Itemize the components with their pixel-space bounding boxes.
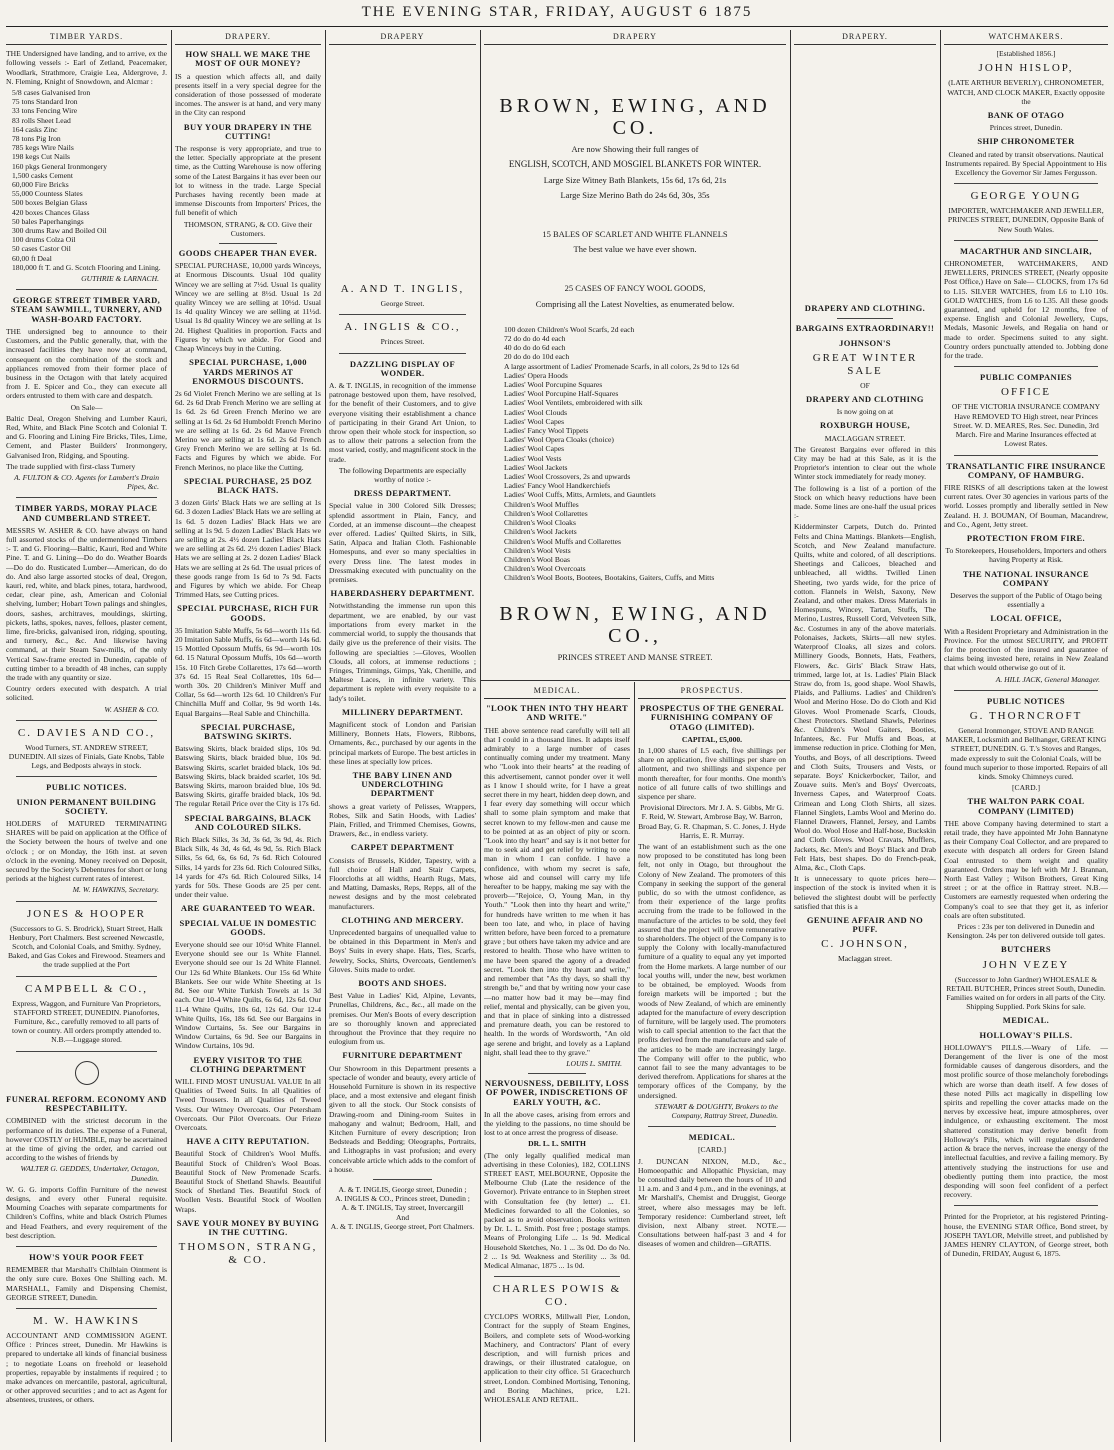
- ad-heading: HAVE A CITY REPUTATION.: [186, 1136, 310, 1147]
- ad-body: With a Resident Proprietary and Administration in the Province. For the utmost SECURITY, and PROFIT for the protection of the insured and guarantee of claims being invested here, retains in New Zealand that which would otherwise go out of it.: [944, 626, 1108, 673]
- column-heading: MEDICAL.: [484, 684, 630, 699]
- ad-display-title: JOHN HISLOP,: [978, 62, 1074, 75]
- ad-body: A. & T. INGLIS, in recognition of the immense patronage bestowed upon them, have resolved, for the benefit of their Customers, and to give everyone visiting their establishment a chance of participating in their Grand Art Union, to throw open their whole stock for inspection, so as to allow their patrons a selection from the most varied, costly, and magnificent stock in the trade.: [329, 381, 476, 464]
- ad-display-title: G. THORNCROFT: [969, 709, 1083, 722]
- ad-body: CYCLOPS WORKS, Millwall Pier, London, Contract for the supply of Steam Engines, Boilers, and complete sets of Wood-working Machinery, and Contractors' Plant of every description, and will furnish prices and drawings, or their illustrated catalogue, on application to their city office. 51 Gracechurch street, London. Combined Mortising, Tenoning, and Boring Machines, price, L21. WHOLESALE AND RETAIL.: [484, 1312, 630, 1405]
- ad-card: [CARD.]: [697, 1145, 727, 1155]
- column-heading: PROSPECTUS.: [638, 684, 786, 699]
- ad-address: A. & T. INGLIS, George street, Dunedin ;: [338, 1185, 467, 1195]
- ad-display-title: A. INGLIS & CO.,: [344, 321, 461, 334]
- ad-display-title: JOHN VEZEY: [982, 958, 1070, 971]
- ad-heading: EVERY VISITOR TO THE CLOTHING DEPARTMENT: [190, 1054, 306, 1074]
- ad-body: To Storekeepers, Householders, Importers and others having Property at Risk.: [945, 546, 1107, 565]
- ad-line: 15 BALES OF SCARLET AND WHITE FLANNELS: [542, 229, 728, 240]
- list-item: Ladies' Wool Capes: [504, 416, 565, 426]
- list-item: 60,000 Fire Bricks: [12, 180, 69, 190]
- list-item: Ladies' Fancy Wool Handkerchiefs: [504, 481, 611, 491]
- printer-imprint: Printed for the Proprietor, at his registered Printing-house, the EVENING STAR Office, Bond street, by JOSEPH TAYLOR, Melville street, and published by JAMES HENRY CLAYTON, of George street, both of Dunedin, FRIDAY, August 6, 1875.: [944, 1212, 1108, 1259]
- column-heading: DRAPERY: [329, 30, 476, 45]
- ad-body: IS a question which affects all, and daily presents itself in a very special degree for the consideration of those possessed of moderate incomes. The answer is at hand, and very many in the City can respond: [175, 71, 321, 118]
- ad-heading: CARPET DEPARTMENT: [350, 842, 455, 853]
- ad-body: W. G. G. imports Coffin Furniture of the newest designs, and every other Funeral requisite. Mourning Coaches with separate compartments for Children's Coffins, white and black Ostrich Plumes and Head Feathers, and every requirement of the best description.: [6, 1184, 167, 1240]
- ad-body: Prices : 23s per ton delivered in Dunedin and Kensington. 24s per ton delivered outside toll gates.: [947, 922, 1105, 941]
- column-heading: WATCHMAKERS.: [944, 30, 1108, 45]
- ad-heading: SAVE YOUR MONEY BY BUYING IN THE CUTTING.: [176, 1217, 320, 1237]
- ad-body: THE Undersigned have landing, and to arrive, ex the following vessels :- Earl of Zetland, Peacemaker, Woodlark, Strathmore, Craigie Lea, Aldergrove, J. N. Fleming, Knight of Snowdown, and Alcmar :: [6, 49, 167, 86]
- column-brown-ewing: [484, 30, 786, 678]
- ad-subhead: ROXBURGH HOUSE,: [819, 420, 911, 431]
- ad-heading: THE NATIONAL INSURANCE COMPANY: [962, 568, 1090, 588]
- column-rule: [940, 30, 941, 1442]
- list-item: 78 tons Pig Iron: [12, 134, 61, 144]
- ad-body: Express, Waggon, and Furniture Van Proprietors, STAFFORD STREET, DUNEDIN. Pianofortes, Furniture, &c., carefully removed to all parts of town or country. All orders promptly attended to. N.B.—Luggage stored.: [11, 998, 162, 1045]
- ad-signature: A. HILL JACK, General Manager.: [995, 674, 1100, 684]
- ad-body: Unprecedented bargains of unequalled value to be obtained in this Department in Men's and Boys' Suits in every shape. Hats, Ties, Scarfs, Jewelry, Socks, Shirts, Overcoats, Gentlemen's Gloves. Suits made to order.: [329, 927, 476, 974]
- ad-display-title: JONES & HOOPER: [26, 907, 147, 920]
- ad-heading: FURNITURE DEPARTMENT: [342, 1050, 463, 1061]
- ad-address: Princes Street.: [380, 337, 425, 347]
- list-item: Ladies' Wool Porcupine Half-Squares: [504, 389, 619, 399]
- list-item: Ladies' Wool Vests: [504, 453, 562, 463]
- column-drapery-inglis: [329, 30, 476, 1442]
- ad-heading: SPECIAL BARGAINS, BLACK AND COLOURED SILKS.: [184, 812, 312, 832]
- ad-address: MACLAGGAN STREET.: [824, 433, 906, 443]
- ad-heading: DRESS DEPARTMENT.: [353, 488, 452, 499]
- ad-body: Rich Black Silks, 3s 3d, 3s 6d, 3s 9d, 4s. Rich Black Silk, 4s 3d, 4s 6d, 4s 9d, 5s. Rich Black Silks, 5s 6d, 6s, 6s 6d, 7s 6d. Rich Coloured Silks, 14 yards for 23s 6d. Rich Coloured Silks, 14 yards for 47s 6d. Rich Coloured Silks, 14 yards for 50s. These Goods are 25 per cent. under their value.: [175, 835, 321, 900]
- ad-body: IMPORTER, WATCHMAKER AND JEWELLER, PRINCES STREET, DUNEDIN, Opposite Bank of New South Wales.: [947, 206, 1105, 234]
- list-item: 40 do do do 6d each: [504, 343, 566, 353]
- ad-body: ACCOUNTANT AND COMMISSION AGENT. Office : Princes street, Dunedin. Mr Hawkins is prepared to undertake all kinds of financial business ; to negotiate Loans on freehold or leasehold properties, repayable by instalments if required ; to make advances on mercantile, pastoral, agricultural, or other approved securities ; and to act as Agent for absentees, trustees, or others.: [6, 1330, 167, 1405]
- ad-address: Princes street, Dunedin.: [989, 123, 1063, 133]
- ad-heading: HABERDASHERY DEPARTMENT.: [330, 588, 475, 599]
- ad-heading: SPECIAL PURCHASE, BATSWING SKIRTS.: [200, 721, 296, 742]
- ad-heading: BARGAINS EXTRAORDINARY!!: [795, 323, 935, 334]
- ad-body: The following is a list of a portion of the Stock on which heavy reductions have been made. Some lines are one-half the usual prices :-: [794, 483, 936, 521]
- ad-subhead: BANK OF OTAGO: [987, 110, 1065, 121]
- section-heading: PUBLIC COMPANIES: [980, 372, 1072, 383]
- ad-display-title: CHARLES POWIS & CO.: [492, 1283, 622, 1309]
- ad-body: Magnificent stock of London and Parisian Millinery, Bonnets Hats, Flowers, Ribbons, Ornaments, &c., purchased by our agents in the principal markets of Europe. The best articles in these lines at specially low prices.: [329, 719, 476, 766]
- list-item: 198 kegs Cut Nails: [12, 152, 71, 162]
- ad-body: In all the above cases, arising from errors and the yielding to the passions, no time should be lost to at once arrest the progress of disease.: [484, 1109, 630, 1138]
- ad-body: Baltic Deal, Oregon Shelving and Lumber Kauri, Red, White, and Black Pine Scotch and Colonial T. and G. Flooring and Lining Fire Bricks, Tiles, Lime, Cement, and Plaster Builders' Ironmongery, Galvanised Iron, Ridging, and Spouting.: [6, 413, 167, 460]
- ad-heading: THE WALTON PARK COAL COMPANY (LIMITED): [967, 796, 1085, 816]
- ad-capital: CAPITAL, £5,000.: [681, 734, 743, 744]
- list-item: 50 bales Paperhangings: [12, 216, 84, 226]
- wool-goods-list: [484, 325, 786, 583]
- ad-address: Maclaggan street.: [838, 954, 892, 964]
- list-item: 100 dozen Children's Wool Scarfs, 2d each: [504, 324, 635, 334]
- ad-heading: SPECIAL PURCHASE, RICH FUR GOODS.: [177, 603, 319, 623]
- list-item: Children's Wool Vests: [504, 545, 571, 555]
- ad-signature: LOUIS L. SMITH.: [566, 1058, 622, 1068]
- ad-display-title: C. DAVIES AND CO.,: [17, 726, 156, 739]
- ad-card: [CARD.]: [1011, 783, 1041, 793]
- ad-display-title: THOMSON, STRANG, & CO.: [178, 1241, 318, 1267]
- ad-body: HOLDERS of MATURED TERMINATING SHARES will be paid on application at the Office of the Society between the hours of twelve and one o'clock ; or on Monday, the 16th inst. at seven o'clock in the evening. Money received on Deposit, secured by the Society's Debentures for short or long periods at the highest current rates of interest.: [6, 819, 167, 884]
- ad-subhead: On Sale—: [70, 402, 103, 412]
- column-heading: DRAPERY.: [175, 30, 321, 45]
- ad-body: Notwithstanding the immense run upon this department, we are enabled, by our vast importations from every market in the commercial world, to supply the thousands that daily give us the preference of their visits. The following are specialties :—Gloves, Woollen Clouds, all colors, at immense reductions ; Fringes, Trimmings, Gimps, Yak, Chenille, and Maltese Laces, in infinite variety. This department is replete with every requisite to a lady's toilet.: [329, 601, 476, 703]
- ad-line: The best value we have ever shown.: [573, 244, 697, 255]
- list-item: Ladies' Wool Jackets: [504, 462, 568, 472]
- ad-line: Are now Showing their full ranges of: [571, 144, 699, 155]
- ad-heading: CLOTHING AND MERCERY.: [341, 914, 464, 925]
- ad-display-title: C. JOHNSON,: [821, 938, 909, 951]
- list-item: 785 kegs Wire Nails: [12, 143, 74, 153]
- list-item: Ladies' Wool Porcupine Squares: [504, 380, 603, 390]
- list-item: 75 tons Standard Iron: [12, 97, 78, 107]
- section-heading: BUTCHERS: [1001, 944, 1051, 955]
- section-heading: MEDICAL.: [688, 1132, 736, 1143]
- masthead: THE EVENING STAR, FRIDAY, AUGUST 6 1875: [361, 4, 753, 20]
- column-drapery-cutting: [175, 30, 321, 1442]
- ad-body: THE above Company having determined to start a retail trade, they have appointed Mr John Bannatyne as their Company Coal Collector, and are prepared to execute with despatch all orders for Green Island Coal entrusted to them weight and quality guaranteed. Orders may be left with Mr J. Brannan, North East Valley ; Wilson Brothers, Great King street ; or at the office in Rattray street. N.B.—Customers are earnestly requested when ordering the Company's coal to see that they get it, as inferior coals are often substituted.: [944, 818, 1108, 920]
- ad-subhead: GENUINE AFFAIR AND NO PUFF.: [806, 914, 924, 935]
- ad-signature: STEWART & DOUGHTY, Brokers to the Company, Rattray Street, Dunedin.: [654, 1101, 778, 1120]
- ad-heading: DAZZLING DISPLAY OF WONDER.: [349, 358, 456, 378]
- list-item: Children's Wool Muffles: [504, 499, 579, 509]
- ad-body: (Successors to G. S. Brodrick), Stuart Street, Halk Henbury, Port Chalmers. Best screened Newcastle, Scotch, and Colonial Coals, and Smithy. Sydney, Baked, and Gas Cokes and Firewood. Steamers and the trade supplied at the Port: [7, 923, 166, 970]
- ad-heading: MILLINERY DEPARTMENT.: [342, 706, 463, 717]
- ad-subhead: SHIP CHRONOMETER: [977, 136, 1075, 147]
- list-item: Children's Wool Boots, Bootees, Bootakins, Gaiters, Cuffs, and Mitts: [504, 573, 715, 583]
- list-item: Ladies' Wool Clouds: [504, 407, 568, 417]
- ad-heading: SPECIAL PURCHASE, 25 DOZ BLACK HATS.: [183, 475, 313, 495]
- ad-heading: FUNERAL REFORM. ECONOMY AND RESPECTABILITY.: [6, 1093, 167, 1114]
- ad-body: Cleaned and rated by transit observations. Nautical Instruments repaired. By Special Appointment to His Excellency the Governor Sir James Fergusson.: [945, 149, 1107, 178]
- ad-body: REMEMBER that Marshall's Chilblain Ointment is the only sure cure. Boxes One Shilling each. M. MARSHALL, Family and Dispensing Chemist, GEORGE STREET, Dunedin.: [6, 1265, 167, 1302]
- ad-subhead: SPECIAL VALUE IN DOMESTIC GOODS.: [179, 917, 317, 937]
- list-item: 180,000 ft T. and G. Scotch Flooring and Lining.: [12, 262, 161, 272]
- ad-body: MESSRS W. ASHER & CO. have always on hand full assorted stocks of the undermentioned Timbers :- T. and G. Flooring—Baltic, Kauri, Red and White Pine. T. and G. Lining—Do do do. Weather Boards—Do do do. Rusticated Lumber—American, do do do. And also large assorted stocks of deal, Oregon, kauri, red, white, and black pines, totara, hardwood, cedar, clear pine, ash, American and Colonial shelving, lumber; Hobart Town palings and shingles, doors, sashes, architraves, mouldings, skirting, pickets, laths, spokes, naves, felloes, plaster cement, lime, fire-bricks, galvanised iron, ridging, spouting, and turnery, &c., &c. And likewise having command, at their Steam Saw-mills, of the only Vertical Saw-frame erected in Dunedin, capable of cutting timber to a breadth of 48 inches, can supply the trade with any quantity or size.: [6, 525, 167, 682]
- ad-subhead: LOCAL OFFICE,: [990, 613, 1062, 624]
- ad-body: The trade supplied with first-class Turnery: [6, 461, 136, 471]
- ad-body: Beautiful Stock of Children's Wool Muffs. Beautiful Stock of Children's Wool Boas. Beautiful Stock of New Promenade Scarfs. Beautiful Stock of Shetland Shawls. Beautiful Stock of Shetland Ties. Beautiful Stock of Woollen Vests. Beautiful Stock of Woollen Wraps.: [175, 1149, 321, 1214]
- ad-address: A. & T. INGLIS, George street, Port Chalmers.: [330, 1221, 475, 1231]
- list-item: Children's Wool Muffs and Collarettes: [504, 536, 621, 546]
- ad-body: CHRONOMETER, WATCHMAKERS, AND JEWELLERS, PRINCES STREET, (Nearly opposite Post Office,) Have on Sale— CLOCKS, from 17s 6d to L15. SILVER WATCHES, from L6 to L10 10s. GOLD WATCHES, from L6 to L35. All these goods guaranteed, and upheld for 12 months, free of expense. English and Colonial Jewellery, Cups, Medals, Masonic Jewels, and Regalia on hand or made to order. Specimens suited to any sight. Country orders punctually attended to. Jobbing done for the trade.: [944, 259, 1108, 361]
- column-timber-yards: [6, 30, 167, 1442]
- list-item: Ladies' Fancy Wool Tippets: [504, 426, 589, 436]
- ad-body: OF THE VICTORIA INSURANCE COMPANY Have REMOVED TO High street, near Princes Street. W. D. MEARES, Res. Sec. Dunedin, 3rd March. Fire and Marine Insurances effected at Lowest Rates.: [951, 402, 1101, 449]
- list-item: 160 pkgs General Ironmongery: [12, 161, 108, 171]
- ad-display-title: BROWN, EWING, AND CO.: [499, 95, 771, 140]
- ad-heading: PROTECTION FROM FIRE.: [966, 532, 1086, 543]
- ad-body: COMBINED with the strictest decorum in the performance of its duties. The expense of a Funeral, however COSTLY or HUMBLE, may be ascertained at the time of giving the order, and carried out according to the wishes of friends by: [6, 1116, 167, 1163]
- masthead-rule: [6, 26, 1108, 27]
- ad-body: (The only legally qualified medical man advertising in these Colonies), 182, COLLINS STREET EAST, MELBOURNE, Opposite the Melbourne Club (Late the residence of the Governor). Private entrance to in Stephen street with Consultation fee (by letter) ... £1. Medicines forwarded to all the Colonies, so packed as to avoid observation. Books written by Dr. L. L. Smith. Post free ; postage stamps. Means of Prolonging Life ... 1s 9d. Medical Household Sketches, No. 1 ... 3s 0d. Do do No. 2 ... 1s 9d. Weakness and Sterility ... 3s 0d. Medical Almanac, 1875 ... 1s 0d.: [484, 1150, 630, 1270]
- ad-heading: HOW'S YOUR POOR FEET: [29, 1251, 144, 1262]
- ad-address: And: [395, 1212, 410, 1222]
- list-item: 420 boxes Chances Glass: [12, 207, 90, 217]
- ad-line: Comprising all the Latest Novelties, as enumerated below.: [535, 298, 735, 309]
- column-medical: [484, 684, 630, 1442]
- list-item: Children's Wool Boas: [504, 554, 571, 564]
- column-prospectus: [638, 684, 786, 1442]
- ad-name: DR. L. L. SMITH: [528, 1139, 586, 1149]
- list-item: 1,500 casks Cement: [12, 170, 73, 180]
- section-heading: MEDICAL.: [1002, 1015, 1050, 1026]
- ad-heading: PROSPECTUS OF THE GENERAL FURNISHING COMPANY OF OTAGO (LIMITED).: [640, 703, 784, 732]
- ad-body: J. DUNCAN NIXON, M.D., &c., Homoeopathic and Allopathic Physician, may be consulted daily between the hours of 10 and 11 a.m. and 3 and 4 p.m., and in the evenings, at Mr Marshall's, Chemist and Druggist, George street, where also messages may be left. Temporary residence: Cumberland street, left division, next Albany street. NOTE.—Consultations between half-past 3 and 4 for diseases of women and children—GRATIS.: [638, 1156, 786, 1249]
- ad-display-title: OFFICE: [1001, 386, 1051, 399]
- ad-line: Large Size Merino Bath do 24s 6d, 30s, 35s: [560, 189, 710, 200]
- ad-display-title: CAMPBELL & CO.,: [24, 982, 149, 995]
- ad-heading: "LOOK THEN INTO THY HEART AND WRITE.": [485, 703, 629, 723]
- ad-heading: NERVOUSNESS, DEBILITY, LOSS OF POWER, INDISCRETIONS OF EARLY YOUTH, &C.: [484, 1078, 630, 1107]
- ad-line: Is now going on at: [836, 407, 894, 417]
- ad-body: Our Showroom in this Department presents a spectacle of wonder and beauty, every article of Household Furniture is shown in its respective place, and a most extensive and elegant finish given to all the stock. Our Stock consists of Drawing-room and Dining-room Suites in mahogany and walnut; Bedroom, Hall, and Kitchen Furniture of every description; Iron Bedsteads and Bedding; Oleographs, Portraits, and Lithographs in vast profusion; and every conceivable article which adds to the comfort of a house.: [329, 1063, 476, 1174]
- ad-signature: W. ASHER & CO.: [104, 704, 159, 714]
- ad-body: Special value in 300 Colored Silk Dresses; splendid assortment in Plain, Fancy, and Corded, at an immense discount—the cheapest ever offered. Ladies' Quilted Skirts, in Silk, Satin, Alpaca and Italian Cloth. Fashionable Homespuns, and ever so many specialties in every Dress line. The latest modes in Dressmaking executed with punctuality on the premises.: [329, 501, 476, 585]
- ad-signature: A. FULTON & CO. Agents for Lambert's Drain Pipes, &c.: [14, 472, 159, 492]
- ad-address: PRINCES STREET AND MANSE STREET.: [557, 651, 713, 662]
- column-rule: [325, 30, 326, 1442]
- list-item: Children's Wool Collarettes: [504, 508, 588, 518]
- list-item: Children's Wool Cloaks: [504, 518, 576, 528]
- cargo-list: [6, 88, 167, 272]
- ad-body: HOLLOWAY'S PILLS.—Weary of Life. — Derangement of the liver is one of the most formidable causes of dangerous disorders, and the most prolific source of those melancholy forebodings which are worse than death itself. A few doses of these noted Pills act magically in dispelling low spirits and repelling the cover attacks made on the nerves by excessive heat, impure atmospheres, over indulgence, or exhausting excitement. The most shattered constitution may derive benefit from Holloway's Pills, which will regulate disordered action & brace the nerves, increase the energy of the intellectual faculties, and revive a failing memory. By attentively studying the instructions for use and obediently putting them into practice, the most desponding will soon feel confident of a perfect recovery.: [944, 1042, 1108, 1200]
- ad-body: Deserves the support of the Public of Otago being essentially a: [950, 590, 1102, 610]
- list-item: Children's Wool Jackets: [504, 527, 577, 537]
- ad-heading: THE BABY LINEN AND UNDERCLOTHING DEPARTMENT: [352, 769, 453, 799]
- ad-heading: DRAPERY AND CLOTHING.: [804, 303, 926, 314]
- ad-display-title: M. W. HAWKINS: [32, 1314, 140, 1327]
- column-rule: [790, 30, 791, 1442]
- column-heading: DRAPERY: [484, 30, 786, 45]
- section-heading: PUBLIC NOTICES: [986, 695, 1066, 706]
- list-item: Ladies' Wool Crossovers, 2s and upwards: [504, 472, 631, 482]
- ad-body: (LATE ARTHUR BEVERLY), CHRONOMETER, WATCH, AND CLOCK MAKER, Exactly opposite the: [947, 78, 1105, 106]
- ad-heading: GOODS CHEAPER THAN EVER.: [178, 248, 318, 259]
- column-rule: [480, 30, 481, 1442]
- list-item: 72 do do do 4d each: [504, 334, 566, 344]
- list-item: Ladies' Wool Cuffs, Mitts, Armlets, and Gauntlets: [504, 490, 656, 500]
- ad-heading: GEORGE STREET TIMBER YARD, STEAM SAWMILL, TURNERY, AND WASH-BOARD FACTORY.: [10, 295, 163, 324]
- ad-body: WILL FIND MOST UNUSUAL VALUE In all Qualities of Tweed Suits. In all Qualities of Tweed Trousers. In all Qualities of Tweed Vests. Our Witney Overcoats. Our Petersham Overcoats. Our Pilot Overcoats. Our Frieze Overcoats.: [175, 1076, 321, 1132]
- list-item: 60,00 ft Deal: [12, 253, 52, 263]
- ad-body: Best Value in Ladies' Kid, Alpine, Levants, Prunellas, Childrens, &c., &c., all made on the premises. Our Men's Boots of every description are so thoroughly known and appreciated throughout the Province that they require no eulogium from us.: [329, 991, 476, 1047]
- ad-body: The response is very appropriate, and true to the letter. Specially appropriate at the present time, as the Cutting Warehouse is now offering some of the Latest Bargains it has ever been our lot to witness in the trade. Large Special Purchases having recently been made at immense Discounts from Importers' Prices, the full benefit of which: [175, 144, 321, 218]
- ad-heading: TIMBER YARDS, MORAY PLACE AND CUMBERLAND STREET.: [15, 503, 158, 523]
- list-item: 5/8 cases Galvanised Iron: [12, 88, 91, 98]
- ad-body: THE undersigned beg to announce to their Customers, and the Public generally, that, with the increased facilities they have now at command, consequent on the combination of the stock and appliances removed from their former place of business in the Octagon with that lately acquired from J. E. Spicer and Co., they can execute all orders entrusted to them with care and despatch.: [6, 326, 167, 401]
- ad-signature: THOMSON, STRANG, & CO. Give their Customers.: [183, 219, 313, 238]
- ad-body: THE above sentence read carefully will tell all that I could in a thousand lines. It adapts itself admirably to a large number of cases continually coming under my treatment. Many who "Look into their hearts" at the reading of this advertisement, cannot ponder over it well as I know I should write, for I have a great secret there in my heart, hidden deep down, and I fear every day something will occur which shall to some plain symptom and make that secret known to my fellow-men and cause me to be pointed at as an object of pity or scorn. "Look into thy heart" and say is it not better for me to seek aid and get relief by writing to one man in whom I can confide. I have a confidence, with whom my secret is safe, whose aid and counsel will carry my life hereafter to be happy, making me say with the proverb—"Rejoice, O, Young Man, in thy Youth." "Look then into thy heart and write," for hundreds have written to me when it has been too late, and who, in place of having written before, have been forced to a premature grave ; but others have taken my advice and are restored to health. Those who have written to me have been spared the agony of a dreaded secret. "Look then into thy heart and write," and remember that "As thy days, so shall thy strength be," and that by writing now your case—no matter how bad it may be—may find relief, mental and physically, can be given you, and that in place of sinking into a distressed and premature death, you can be restored to health. In the words of Wordsworth, "An old age serene and bright, and lovely as a Lapland night, shall lead thee to thy grave.": [484, 725, 630, 1057]
- ad-heading: BOOTS AND SHOES.: [358, 978, 447, 988]
- ad-body: Country orders executed with despatch. A trial solicited.: [6, 684, 167, 703]
- ad-body: The Greatest Bargains ever offered in this City may be had at this Sale, as it is the Proprietor's intention to clear out the whole Winter stock immediately for ready money.: [794, 444, 936, 482]
- list-item: Children's Wool Overcoats: [504, 564, 586, 574]
- ad-body: Everyone should see our 10½d White Flannel. Everyone should see our 1s White Flannel. Everyone should see our 1s 2d White Flannel. Our 12s 6d White Blankets. Our 15s 6d White Blankets. See our wide White Sheeting at 1s 8d. See our White Turkish Towels at 1s 3d each. Our 10-4 White Quilts, 6s 6d, 12s 6d. Our 11-4 White Quilts, 10s 6d, 12s 6d. Our 12-4 White Quilts, 16s, 18s 6d. See our Bargains in Window Curtains, 5s. See our Bargains in Window Curtains, 6s 9d. See our Bargains in Window Curtains, 10s 9d.: [175, 940, 321, 1051]
- list-item: 83 rolls Sheet Lead: [12, 115, 71, 125]
- ad-heading: SPECIAL PURCHASE, 1,000 YARDS MERINOS AT ENORMOUS DISCOUNTS.: [189, 357, 307, 386]
- list-item: 300 drums Raw and Boiled Oil: [12, 226, 107, 236]
- ad-body: shows a great variety of Pelisses, Wrappers, Robes, Silk and Satin Hoods, with Ladies' Plain, Frilled, and Trimmed Chemises, Gowns, Drawers, &c., in endless variety.: [329, 801, 476, 839]
- ad-signature: M. W. HAWKINS, Secretary.: [72, 885, 159, 895]
- ad-heading: HOW SHALL WE MAKE THE MOST OF OUR MONEY?: [185, 49, 311, 69]
- column-johnsons: [794, 30, 936, 1442]
- list-item: 164 casks Zinc: [12, 124, 58, 134]
- ad-body: It is unnecessary to quote prices here—inspection of the stock is invited when it is believed the slightest doubt will be perfectly satisfied that this is a: [794, 874, 936, 911]
- column-rule: [171, 30, 172, 1442]
- ad-heading: TRANSATLANTIC FIRE INSURANCE COMPANY, OF HAMBURG.: [946, 460, 1106, 480]
- ad-line: Large Size Witney Bath Blankets, 15s 6d, 17s 6d, 21s: [543, 174, 727, 185]
- section-rule: [480, 680, 790, 681]
- ad-est: [Established 1856.]: [996, 49, 1056, 59]
- ad-body: Wood Turners, ST. ANDREW STREET, DUNEDIN. All sizes of Finials, Gate Knobs, Table Legs, and Bedposts always in stock.: [8, 742, 165, 771]
- list-item: Ladies' Opera Hoods: [504, 370, 568, 380]
- ad-body: General Ironmonger, STOVE AND RANGE MAKER, Locksmith and Bellhanger, GREAT KING STREET, DUNEDIN. G. T.'s Stoves and Ranges, made expressly to suit the Colonial Coals, will be found much superior to those imported. Repairs of all kinds. Smoky Chimneys cured.: [944, 725, 1108, 781]
- ad-heading: MACARTHUR AND SINCLAIR,: [960, 245, 1092, 256]
- ad-subhead: DRAPERY AND CLOTHING: [806, 394, 924, 405]
- ad-body: Consists of Brussels, Kidder, Tapestry, with a full choice of Hall and Stair Carpets, Floorcloths at all widths, Hearth Rugs, Mats, and Matting, Damasks, Reps, Repps, all of the newest designs and by the most celebrated manufacturers.: [329, 855, 476, 911]
- list-item: 100 drums Colza Oil: [12, 235, 76, 245]
- royal-crest-icon: [75, 1061, 99, 1085]
- list-item: 55,000 Countess Slates: [12, 189, 83, 199]
- ad-body: In 1,000 shares of L5 each, five shillings per share on application, five shillings per share on allotment, and two shillings and sixpence per month thereafter, for four months. One month's notice of all future calls of two shillings and sixpence per share.: [638, 746, 786, 802]
- ad-address: George Street.: [380, 299, 425, 309]
- ad-display-title: GEORGE YOUNG: [970, 190, 1082, 203]
- ad-heading: HOLLOWAY'S PILLS.: [979, 1029, 1073, 1040]
- ad-address: A. & T. INGLIS, Tay street, Invercargill: [341, 1203, 464, 1213]
- ad-heading: ARE GUARANTEED TO WEAR.: [180, 903, 316, 914]
- ad-body: 3 dozen Girls' Black Hats we are selling at 1s 6d. 3 dozen Ladies' Black Hats we are selling at 1s 6d. 5 dozen Ladies' Black Hats we are selling at 1s 9d. 5 dozen Ladies' Black Hats we are selling at 2s. 4½ dozen Ladies' Black Hats we are selling at 2s 6d. 2½ dozen Ladies' Black Hats we are selling at 2s. 2 dozen Ladies' Black Hats we are selling at 2s 6d. The usual prices of these goods range from 1s 6d to 7s 9d. Facts and Figures by which we abide. For Cheap Trimmed Hats, see Cutting prices.: [175, 498, 321, 600]
- ad-display-title: GREAT WINTER SALE: [812, 351, 918, 377]
- ad-body: (Successor to John Gardner) WHOLESALE & RETAIL BUTCHER, Princes street South, Dunedin. Families waited on for orders in all parts of the City. Shipping Supplied. Pork Skins for sale.: [946, 974, 1106, 1012]
- ad-display-title: BROWN, EWING, AND CO.,: [499, 602, 771, 647]
- ad-body: 35 Imitation Sable Muffs, 5s 6d—worth 11s 6d. 20 Imitation Sable Muffs, 6s 6d—worth 14s 6d. 15 Mottled Opossum Muffs, 6s 9d—worth 10s 6d. 15 Natural Opossum Muffs, 10s 6d—worth 15s. 10 Fitch Grebe Collarettes, 17s 6d—worth 37s 6d. 15 Real Seal Collarettes, 10s 6d—worth 30s. 20 Children's Miniver Muff and Collar, 5s 6d—worth 12s 6d. 10 Children's Fur Chinchilla Muff and Collar, 9s 9d worth 14s. Equal Bargains—Real Sable and Chinchilla.: [175, 625, 321, 718]
- ad-body: FIRE RISKS of all descriptions taken at the lowest current rates. Over 30 agencies in various parts of the world. Losses promptly and liberally settled in New Zealand. H. J. BOUMAN, Of Bouman, Macandrew, and Co., Agent, Jetty street.: [944, 482, 1108, 529]
- column-rule: [634, 682, 635, 1442]
- ad-display-title: A. AND T. INGLIS,: [340, 283, 465, 296]
- ad-heading: UNION PERMANENT BUILDING SOCIETY.: [16, 796, 157, 816]
- column-heading: TIMBER YARDS.: [6, 30, 167, 45]
- ad-signature: WALTER G. GEDDES, Undertaker, Octagon, Dunedin.: [20, 1164, 159, 1183]
- list-item: 50 cases Castor Oil: [12, 244, 71, 254]
- ad-line: OF: [860, 380, 870, 390]
- ad-body: 2s 6d Violet French Merino we are selling at 1s 6d. 2s 6d Drab French Merino we are selling at 1s 6d. 2s 6d Green French Merino we are selling at 1s 6d. 2s 6d Humboldt French Merino we are selling at 1s 6d. 2s 6d Mauve French Merino we are selling at 1s 6d. 2s 6d French Grey French Merino we are selling at 1s 6d. Facts and Figures by which we abide. For French Merinos, no place like the Cutting.: [175, 388, 321, 472]
- ad-line: 25 CASES OF FANCY WOOL GOODS,: [564, 283, 706, 294]
- ad-directors: Provisional Directors. Mr J. A. S. Gibbs, Mr G. F. Reid, W. Stewart, Ambrose Bay, W. Barron, Broad Bay, G. R. Chapman, S. C. Jones, J. Hyde Harris, E. R. Murray.: [638, 803, 786, 840]
- ad-body: The following Departments are especially worthy of notice :-: [338, 465, 467, 485]
- ad-body: The want of an establishment such as the one now proposed to be constituted has long been felt, not only in Otago, but throughout the Colony of New Zealand. The promoters of this Company in seeking the support of the general public, do so with the utmost confidence, as from their experience of the large profits accruing from the trade to be followed in the manufacture of the articles to be sold, they feel assured that the project will prove remunerative to shareholders. The object of the Company is to supply the Colony with locally-manufactured furniture of a quality to equal any yet imported from the Home markets. A large number of our local youths will, under the new, best workmen to be obtained, be employed. Woods from foreign markets will be imported ; but the woods of New Zealand, of which are eminently adapted for the manufacture of every description of furniture, will be largely used. The promoters wish to call special attention to the fact that the profits derived from the manufacture and sale of the articles to be made are increasingly large. The Company will offer to the public, who cannot fail to see the many advantages to be derived therefrom. Applications for shares at the temporary offices of the Company, by the undersigned.: [638, 842, 786, 1100]
- ad-body: Batswing Skirts, black braided slips, 10s 9d. Batswing Skirts, black braided blue, 10s 9d. Batswing Skirts, scarlet braided black, 10s 9d. Batswing Skirts, black braided scarlet, 10s 9d. Batswing Skirts, maroon braided blue, 10s 9d. Batswing Skirts, giraffe braided black, 10s 9d. The regular Retail Price over the City is 17s 6d.: [175, 744, 321, 809]
- ad-subhead: BUY YOUR DRAPERY IN THE CUTTING!: [183, 121, 313, 141]
- ad-body: Kidderminster Carpets, Dutch do. Printed Felts and China Mattings. Blankets—English, Scotch, and New Zealand manufacture. Quilts, white and colored, of all descriptions. Sheetings and Calicoes, bleached and unbleached, all widths. Twilled Linen Sheeting, two yards wide, for the price of cotton. Flannels in Welsh, Saxony, New Zealand, and other makes. Dress Materials in Homespuns, Wincey, Tartan, Stuffs, The Merino, Lustres, Russell Cord, Velveteen Silk, &c. Costumes in any of the above materials. Polonaises, Jackets, Skirts—all new styles. Waterproof Cloaks, all sizes and colors. Millinery Goods, Bonnets, Hats, Feathers, Flowers, &c. Girls' Black Straw Hats, trimmed, large lot, at 1s. Ladies' Plain Black Straw do, from 1s, good shape. Wool Shawls, Plaids, and Palliums. Ladies' and Children's Wool and Merino Hose. Do do Cloth and Kid Gloves. Wool Promenade Scarfs, Clouds, Chest Protectors. Shetland Shawls, Pelerines &c. Children's Wool Gaiters, Booties, Infantees, &c. Fur Muffs and Boas, at immense reduction in price. Clothing for Men, Youths, and Boys, of all descriptions. Tweed and Cloth Suits, Trousers and Vests, or separate. Boys' Knickerbocker, Tailor, and Zouave suits. Men's and Boys' Overcoats, Inverness Capes, and Waterproof Coats. Crimean and Long Cloth Shirts, all sizes. Flannel Singlets, Lambs Wool and Merino do. Flannel Drawers, Flannel, Jersey, and Lambs Wool do. Wool Hose and Half-hose, Buckskin and Cloth Gloves. Wool Cravats, Mufflers, Jackets, &c. Men's and Boys' Black and Drab Felt Hats, best shapes. Do do French-peak, Alma, &c., Cloth Caps.: [794, 522, 936, 872]
- section-heading: PUBLIC NOTICES.: [46, 782, 127, 793]
- list-item: Ladies' Wool Opera Cloaks (choice): [504, 435, 614, 445]
- list-item: Ladies' Wool Ventilets, embroidered with silk: [504, 398, 643, 408]
- ad-body: SPECIAL PURCHASE, 10,000 yards Winceys, at Enormous Discounts. Usual 10d quality Wincey we are selling at 7½d. Usual 1s quality Wincey we are selling at 8½d. Usual 1s 2d quality Wincey we are selling at 10½d. Usual 1s 4d quality Wincey we are selling at 11½d. Usual 1s 8d quality Wincey we are selling at 1s 2d. Highest Qualities in proportion. Facts and Figures by which we abide. For Good and Cheap Winceys buy in the Cutting.: [175, 261, 321, 354]
- column-watchmakers: [944, 30, 1108, 1442]
- ad-name: JOHNSON'S: [839, 337, 891, 348]
- ad-signature: GUTHRIE & LARNACH.: [81, 274, 159, 284]
- list-item: 500 boxes Belgian Glass: [12, 198, 88, 208]
- list-item: 20 do do do 10d each: [504, 352, 570, 362]
- ad-address: A. INGLIS & CO., Princes street, Dunedin ;: [335, 1194, 470, 1204]
- list-item: Ladies' Wool Capes: [504, 444, 565, 454]
- column-heading: DRAPERY.: [794, 30, 936, 45]
- list-item: 33 tons Fencing Wire: [12, 106, 78, 116]
- ad-line: ENGLISH, SCOTCH, AND MOSGIEL BLANKETS FOR WINTER.: [508, 159, 762, 170]
- list-item: A large assortment of Ladies' Promenade Scarfs, in all colors, 2s 9d to 12s 6d: [504, 361, 739, 371]
